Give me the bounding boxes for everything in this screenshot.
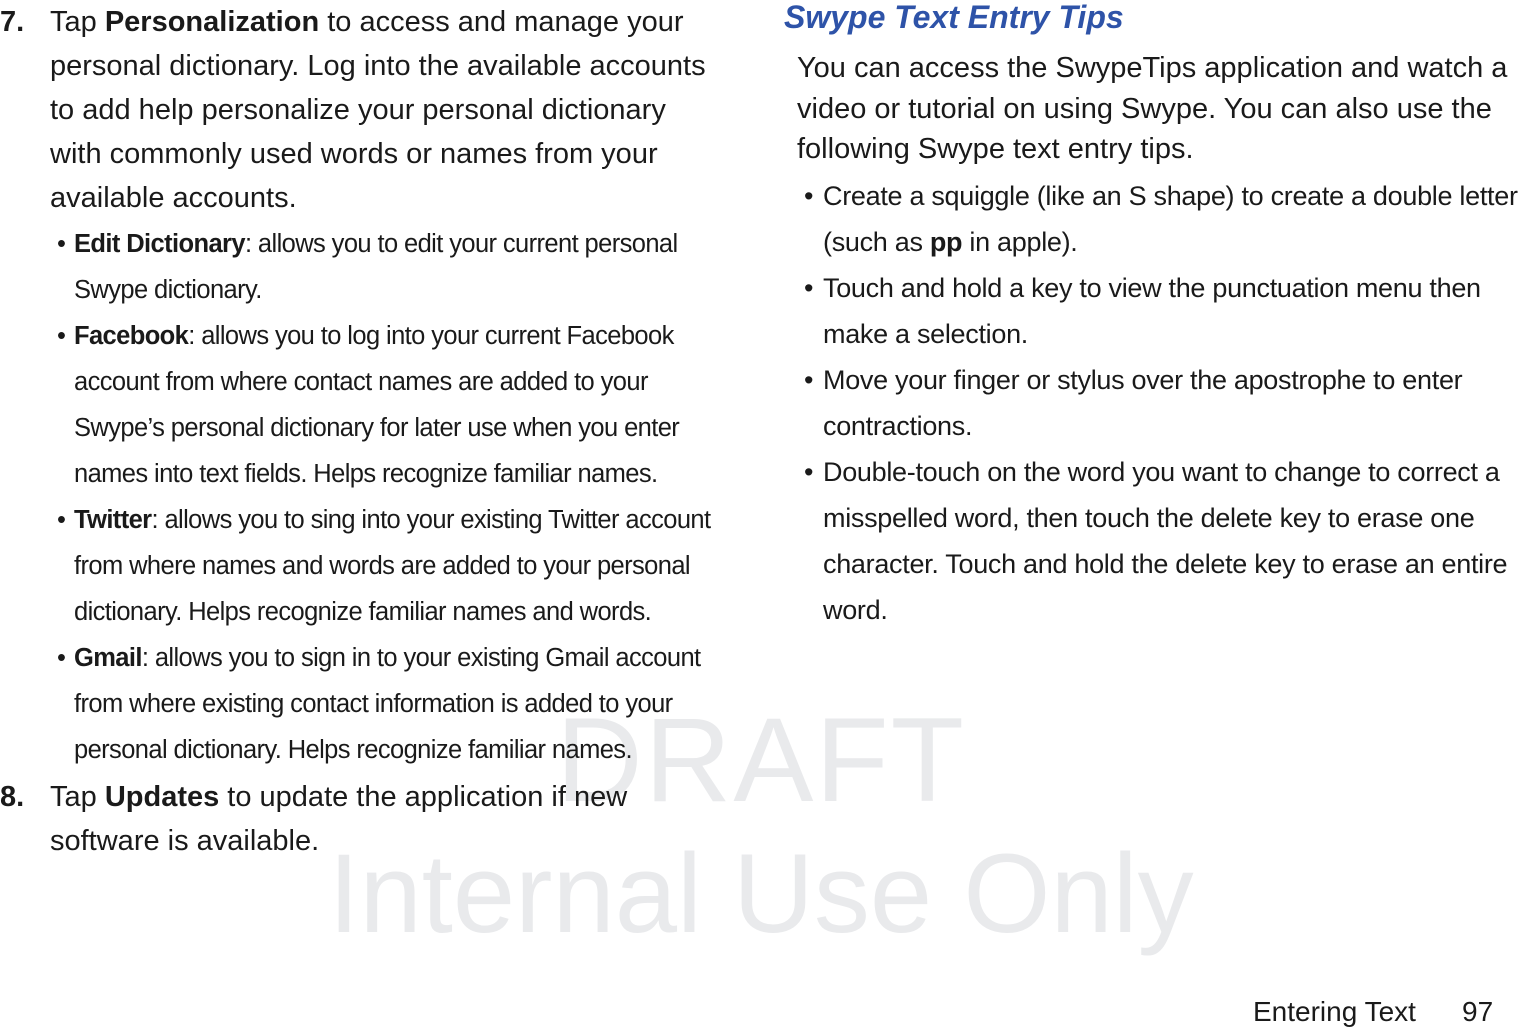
step-text: to update the application if new software is available. <box>50 781 628 857</box>
list-item <box>784 173 1522 265</box>
section-title: Swype Text Entry Tips <box>784 0 1124 35</box>
option-name: Twitter <box>74 506 152 534</box>
bullet-icon: • <box>57 644 66 672</box>
list-item <box>784 449 1522 633</box>
footer-section-name: Entering Text <box>1253 996 1416 1027</box>
option-name: Facebook <box>74 322 189 350</box>
option-description: : allows you to sign in to your existing Gmail account from where existing contact information is added to your personal dictionary. Helps recognize familiar names. <box>74 644 701 764</box>
page-number: 97 <box>1462 996 1494 1027</box>
step-prefix: Tap <box>50 781 105 813</box>
list-item <box>0 313 712 497</box>
step-number: 7. <box>0 6 25 38</box>
bullet-icon: • <box>57 506 66 534</box>
list-item <box>0 221 712 313</box>
step-text: to access and manage your personal dictionary. Log into the available accounts to add help personalize your personal dictionary with commonly used words or names from your available accounts. <box>50 6 706 214</box>
bullet-icon: • <box>804 272 814 303</box>
tip-text: Move your finger or stylus over the apostrophe to enter contractions. <box>823 364 1463 441</box>
personalization-options-list <box>0 221 712 773</box>
step-keyword: Personalization <box>104 6 320 38</box>
tip-text: Create a squiggle (like an S shape) to create a double letter (such as <box>823 180 1518 257</box>
tip-text: Touch and hold a key to view the punctuation menu then make a selection. <box>823 272 1481 349</box>
bullet-icon: • <box>57 322 66 350</box>
list-item <box>784 357 1522 449</box>
list-item <box>0 635 712 773</box>
left-column <box>0 0 712 863</box>
step-7 <box>0 0 712 220</box>
option-description: : allows you to sing into your existing Twitter account from where names and words are added to your personal dictionary. Helps recognize familiar names and words. <box>74 506 711 626</box>
option-description: : allows you to log into your current Facebook account from where contact names are added to your Swype’s personal dictionary for later use when you enter names into text fields. Helps recognize familiar names. <box>74 322 680 488</box>
bullet-icon: • <box>57 230 66 258</box>
list-item <box>784 265 1522 357</box>
step-8 <box>0 775 712 863</box>
tip-emphasis: pp <box>929 226 963 257</box>
right-column <box>784 0 1522 633</box>
option-name: Gmail <box>74 644 142 672</box>
bullet-icon: • <box>804 364 814 395</box>
option-description: : allows you to edit your current personal Swype dictionary. <box>74 230 678 304</box>
list-item <box>0 497 712 635</box>
tips-list <box>784 173 1522 633</box>
section-intro: You can access the SwypeTips application and watch a video or tutorial on using Swype. You can also use the following Swype text entry tips. <box>797 52 1508 165</box>
option-name: Edit Dictionary <box>74 230 245 258</box>
step-prefix: Tap <box>50 6 105 38</box>
bullet-icon: • <box>804 180 814 211</box>
bullet-icon: • <box>804 456 814 487</box>
tip-text: Double-touch on the word you want to change to correct a misspelled word, then touch the delete key to erase one character. Touch and hold the delete key to erase an entire word. <box>823 456 1508 625</box>
step-keyword: Updates <box>104 781 220 813</box>
step-number: 8. <box>0 781 25 813</box>
tip-text-end: in apple). <box>962 226 1078 257</box>
watermark-line-internal: Internal Use Only <box>328 831 1194 956</box>
watermark-line-draft: DRAFT <box>556 693 966 827</box>
